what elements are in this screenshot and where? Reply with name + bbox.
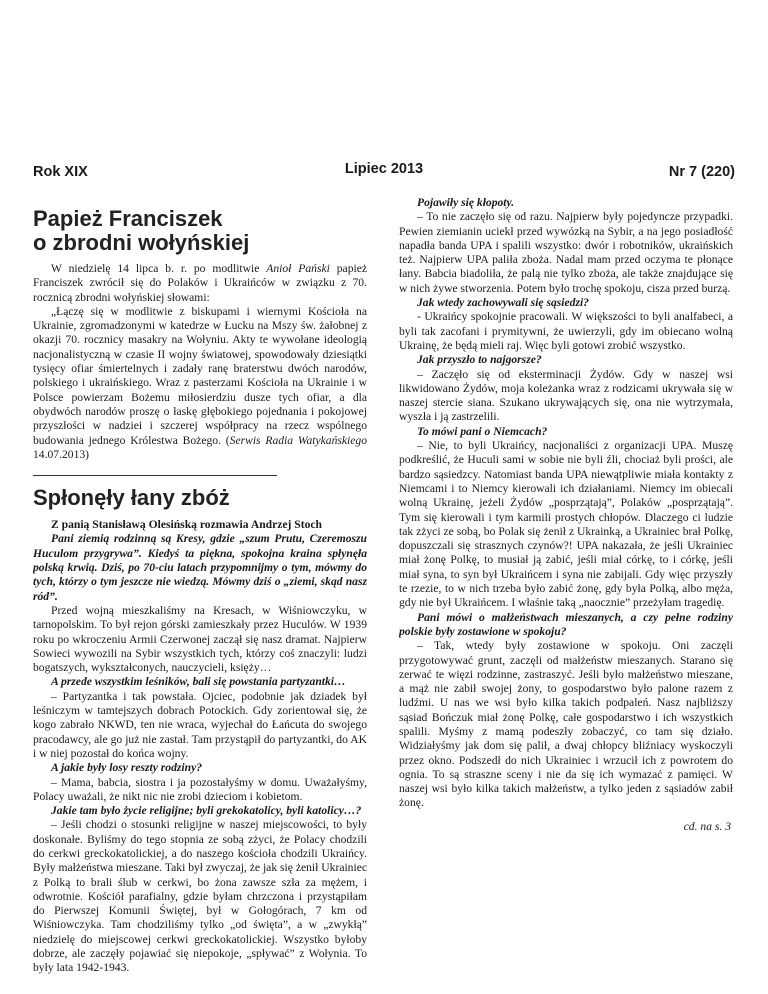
answer-paragraph: – Mama, babcia, siostra i ja pozostałyśmy w domu. Uważałyśmy, Polacy uważali, że nikt nic nie zrobi dzieciom i kobietom. [33,775,367,803]
question-paragraph: Jak wtedy zachowywali się sąsiedzi? [417,296,589,310]
article2-lead: Pani ziemią rodzinną są Kresy, gdzie „szum Prutu, Czeremoszu Huculom przygrywa”. Kiedyś ta piękna, spokojna kraina spłynęła polską krwią. Dziś, po 70-ciu latach przypomnijmy o tym, mówmy do tych, którzy o tym jeszcze nie wiedzą. Mówmy dziś o „ziemi, skąd nasz ród”. [33,532,367,603]
answer-paragraph: – Partyzantka i tak powstała. Ojciec, podobnie jak dziadek był leśniczym w tamtejszych dobrach Potockich. Gdy zorientował się, że kogo zabrało NKWD, ten nie wraca, wyjechał do Łańcuta do swojego pracodawcy, ale go już nie zastał. Tam przystąpił do partyzantki, do AK i w niej pozostał do końca wojny. [33,689,367,760]
answer-paragraph: Przed wojną mieszkaliśmy na Kresach, w Wiśniowczyku, w tarnopolskim. To był rejon górski zamieszkały przez Huculów. W 1939 roku po wkroczeniu Armii Czerwonej zaczął się nasz dramat. Najpierw Sowieci wywozili na Sybir wszystkich tych, którzy coś znaczyli: ludzi bogatszych, wykształconych, nauczycieli, księży… [33,603,367,675]
header-year: Rok XIX [33,164,88,180]
question-paragraph: Jakie tam było życie religijne; byli grekokatolicy, byli katolicy…? [51,804,362,818]
article1-intro-text-a: W niedzielę 14 lipca b. r. po modlitwie [51,262,267,275]
answer-paragraph: - Ukraińcy spokojnie pracowali. W większości to byli analfabeci, a byli tak zacofani i prymitywni, że uwierzyli, gdy im obiecano wolną Ukrainę, że będą mieli raj. Więc byli gotowi zrobić wszystko. [399,310,733,352]
article2-title: Spłonęły łany zbóż [33,485,230,511]
answer-paragraph: – Jeśli chodzi o stosunki religijne w naszej miejscowości, to były doskonałe. Byliśmy do tego stopnia ze sobą zżyci, że Polacy chodzili do cerkwi greckokatolickiej, a do naszego kościoła chodzili Ukraińcy. Były małżeństwa mieszane. Taki był zwyczaj, że jak się żenił Ukrainiec z Polką to brali ślub w cerkwi, bo żona zawsze szła za mężem, i odwrotnie. Kościół parafialny, gdzie byłam chrzczona i przystąpiłam do Pierwszej Komunii Świętej, był w Gołogórach, 7 km od Wiśniowczyka. Tam chodziliśmy tylko „od święta”, a w „zwykłą” niedzielę do miejscowej cerkwi greckokatolickiej. Wszystko byłoby dobrze, ale zaczęły pojawiać się niepokoje, „spływać” z Wołynia. To były lata 1942-1943. [33,818,367,975]
article1-source-date: 14.07.2013) [33,447,90,461]
article1-title-line1: Papież Franciszek [33,206,223,231]
question-paragraph: A przede wszystkim leśników, bali się powstania partyzantki… [51,675,346,689]
left-column [33,196,367,986]
answer-paragraph: – To nie zaczęło się od razu. Najpierw były pojedyncze przypadki. Pewien ziemianin uciekł przed wywózką na Sybir, a na jego posiadłość napadła banda UPA i spalili wszystko: dwór i robotników, ukraińskich też. Najpierw UPA paliła zboża. Nadal mam przed oczyma te płonące łany. Babcia biadoliła, że palą nie tylko zboża, ale także znajdujące się w nich żywe stworzenia. Potem było trochę spokoju, cisza przed burzą. [399,210,733,295]
article2-byline: Z panią Stanisławą Olesińską rozmawia Andrzej Stoch [51,518,322,532]
article1-title [33,207,333,255]
article1-intro-text-b: papież Franciszek zwrócił się do Polaków i Ukraińców w związku z 70. rocznicą zbrodni wołyńskiej słowami: [33,262,367,304]
question-paragraph: A jakie były losy reszty rodziny? [51,761,203,775]
section-divider [33,475,277,476]
article1-quote [33,305,367,462]
right-column [399,196,733,986]
answer-paragraph: – Zaczęło się od eksterminacji Żydów. Gdy w naszej wsi likwidowano Żydów, moja koleżanka wraz z rodzicami ukrywała się w naszej stercie siana. Szukano ukrywających się, ona nie wytrzymała, wyszła i ją zastrzelili. [399,367,733,424]
question-paragraph: Pani mówi o małżeństwach mieszanych, a czy pełne rodziny polskie były zostawione w spokoju? [399,610,733,638]
article1-prayer-name: Anioł Pański [266,262,330,275]
question-paragraph: To mówi pani o Niemcach? [417,424,548,438]
question-paragraph: Jak przyszło to najgorsze? [417,353,542,367]
answer-paragraph: – Tak, wtedy były zostawione w spokoju. Oni zaczęli przygotowywać grunt, zaczęli od małżeństw mieszanych. Starano się zerwać te więzi rodzinne, zastraszyć. Jeśli było małżeństwo mieszane, a mąż nie zabił swojej żony, to gospodarstwo było palone razem z ludźmi. U nas we wsi było kilka takich podpaleń. Nasz najbliższy sąsiad Bończuk miał żonę Polkę, całe gospodarstwo i ich wszystkich spalili. Myśmy z mamą podeszły zobaczyć, co tam się działo. Widziałyśmy jak dom się palił, a dwaj chłopcy bliźniacy wyskoczyli przez okno. Podszedł do nich Ukrainiec i wrzucił ich z powrotem do ognia. To są straszne sceny i nie da się ich wymazać z pamięci. W naszej wsi było kilka takich małżeństw, a tylko jeden z sąsiadów zabił żonę. [399,639,733,810]
article1-quote-text: „Łączę się w modlitwie z biskupami i wiernymi Kościoła na Ukrainie, zgromadzonymi w katedrze w Łucku na Mszy św. żałobnej z okazji 70. rocznicy masakry na Wołyniu. Akty te wywołane ideologią nacjonalistyczną w czasie II wojny światowej, spowodowały dziesiątki tysięcy ofiar śmiertelnych i zadały ranę braterstwu dwóch narodów, polskiego i ukraińskiego. Wraz z pasterzami Kościoła na Ukrainie i w Polsce powierzam Bożemu miłosierdziu dusze tych ofiar, a dla obydwóch narodów proszę o łaskę głębokiego pojednania i pokojowej przyszłości w nadziei i szczerej współpracy na rzecz wspólnego budowania jednego Królestwa Bożego. ( [33,304,367,447]
header-month: Lipiec 2013 [344,161,424,177]
answer-paragraph: – Nie, to byli Ukraińcy, nacjonaliści z organizacji UPA. Muszę podkreślić, że Huculi sami w sobie nie byli źli, chociaż byli prości, ale bardzo sąsiedzcy. Natomiast banda UPA niewątpliwie miała kontakty z Niemcami i to Niemcy kierowali ich działaniami. Niemcy im obiecali wolną Ukrainę, jeżeli Żydów „posprzątają”, Polaków „posprzątają”. Tym się kierowali i tym karmili prostych chłopów. Dlaczego ci ludzie tak zżyci ze sobą, bo Polak się żenił z Ukrainką, a Ukrainiec brał Polkę, dopuszczali się strasznych czynów?! UPA nakazała, że jeśli Ukrainiec miał żonę Polkę, to musiał ją zabić, jeśli miał córkę, to i córkę, jeśli miał syna, to syn był Ukraińcem i syna nie zabijali. Gdy więc przyszły te rzezie, to w nich trzeba było zabić żonę, gdy była Polką, albo męża, gdy nie był Ukraińcem. I właśnie taką „naocznie” przeżyłam tragedię. [399,439,733,610]
question-paragraph: Pojawiły się kłopoty. [417,196,515,209]
article1-intro [33,262,367,305]
article1-source: Serwis Radia Watykańskiego [229,433,367,447]
article1-title-line2: o zbrodni wołyńskiej [33,230,250,255]
continued-note: cd. na s. 3 [683,819,731,833]
header-issue: Nr 7 (220) [668,164,735,180]
